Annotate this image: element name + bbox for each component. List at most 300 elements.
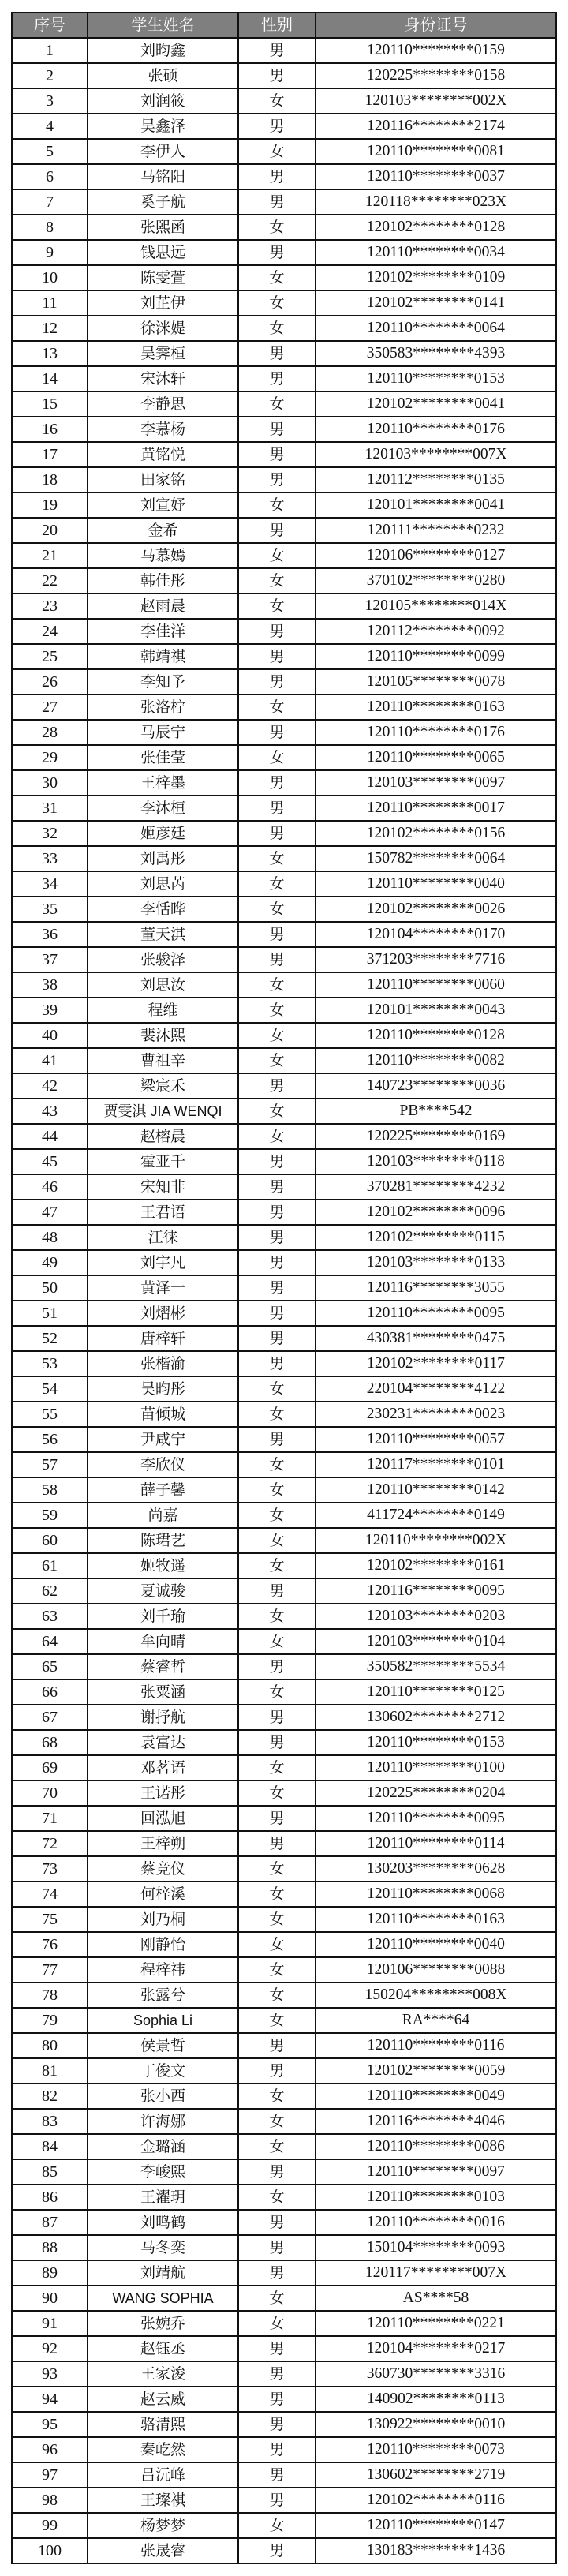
row-number-cell: 75 <box>13 1908 88 1933</box>
gender-cell: 男 <box>239 1731 316 1756</box>
row-number-cell: 36 <box>13 923 88 948</box>
student-name-cell: 王君语 <box>88 1200 239 1226</box>
row-number-cell: 4 <box>13 114 88 140</box>
table-row <box>13 897 557 923</box>
gender-cell: 男 <box>239 2438 316 2463</box>
student-name-cell: 张熙函 <box>88 215 239 241</box>
header-serial-number: 序号 <box>13 13 88 39</box>
gender-cell: 女 <box>239 266 316 291</box>
gender-cell: 男 <box>239 342 316 367</box>
gender-cell: 男 <box>239 948 316 973</box>
id-number-cell: 411724********0149 <box>316 1503 557 1529</box>
table-row <box>13 417 557 443</box>
gender-cell: 男 <box>239 923 316 948</box>
row-number-cell: 44 <box>13 1125 88 1150</box>
student-name-cell: 李沐桓 <box>88 796 239 822</box>
table-row <box>13 190 557 215</box>
table-row <box>13 1529 557 1554</box>
gender-cell: 女 <box>239 897 316 923</box>
id-number-cell: 120110********0163 <box>316 1908 557 1933</box>
gender-cell: 女 <box>239 1630 316 1655</box>
table-row <box>13 2488 557 2514</box>
student-name-cell: 王诺彤 <box>88 1781 239 1807</box>
id-number-cell: 120117********0101 <box>316 1453 557 1478</box>
student-name-cell: 赵榕晨 <box>88 1125 239 1150</box>
row-number-cell: 14 <box>13 367 88 392</box>
student-name-cell: 张佳莹 <box>88 746 239 771</box>
table-row <box>13 1579 557 1604</box>
student-name-cell: 王梓墨 <box>88 771 239 796</box>
id-number-cell: 120101********0041 <box>316 493 557 519</box>
gender-cell: 男 <box>239 1832 316 1857</box>
id-number-cell: 120110********0114 <box>316 1832 557 1857</box>
row-number-cell: 67 <box>13 1705 88 1731</box>
student-name-cell: 唐梓轩 <box>88 1327 239 1352</box>
table-row <box>13 1125 557 1150</box>
gender-cell: 男 <box>239 1807 316 1832</box>
id-number-cell: 120110********0016 <box>316 2211 557 2236</box>
student-name-cell: 薛子馨 <box>88 1478 239 1503</box>
row-number-cell: 91 <box>13 2312 88 2337</box>
student-name-cell: 江徕 <box>88 1226 239 1251</box>
id-number-cell: 370102********0280 <box>316 569 557 594</box>
gender-cell: 女 <box>239 392 316 417</box>
gender-cell: 女 <box>239 316 316 342</box>
row-number-cell: 46 <box>13 1175 88 1200</box>
table-row <box>13 822 557 847</box>
gender-cell: 男 <box>239 620 316 645</box>
row-number-cell: 5 <box>13 140 88 165</box>
student-name-cell: 董天淇 <box>88 923 239 948</box>
table-row <box>13 1352 557 1377</box>
row-number-cell: 88 <box>13 2236 88 2261</box>
table-row <box>13 519 557 544</box>
row-number-cell: 29 <box>13 746 88 771</box>
id-number-cell: 120103********0118 <box>316 1150 557 1175</box>
gender-cell: 女 <box>239 695 316 721</box>
table-row <box>13 443 557 468</box>
row-number-cell: 79 <box>13 2009 88 2034</box>
table-row <box>13 1175 557 1200</box>
student-name-cell: 张露兮 <box>88 1983 239 2009</box>
student-name-cell: 尹咸宁 <box>88 1428 239 1453</box>
table-row <box>13 1327 557 1352</box>
id-number-cell: AS****58 <box>316 2286 557 2312</box>
gender-cell: 男 <box>239 2211 316 2236</box>
row-number-cell: 77 <box>13 1958 88 1983</box>
row-number-cell: 74 <box>13 1882 88 1908</box>
row-number-cell: 27 <box>13 695 88 721</box>
row-number-cell: 3 <box>13 89 88 114</box>
student-name-cell: 张婉乔 <box>88 2312 239 2337</box>
row-number-cell: 72 <box>13 1832 88 1857</box>
row-number-cell: 50 <box>13 1276 88 1301</box>
student-name-cell: 尚嘉 <box>88 1503 239 1529</box>
gender-cell: 男 <box>239 2059 316 2084</box>
gender-cell: 男 <box>239 1175 316 1200</box>
id-number-cell: 120110********0065 <box>316 746 557 771</box>
table-row <box>13 468 557 493</box>
row-number-cell: 73 <box>13 1857 88 1882</box>
row-number-cell: 40 <box>13 1024 88 1049</box>
student-name-cell: 钱思远 <box>88 241 239 266</box>
table-row <box>13 1200 557 1226</box>
table-row <box>13 39 557 64</box>
gender-cell: 男 <box>239 1705 316 1731</box>
student-name-cell: 刘昀鑫 <box>88 39 239 64</box>
table-row <box>13 1251 557 1276</box>
id-number-cell: 120110********0057 <box>316 1428 557 1453</box>
row-number-cell: 23 <box>13 594 88 620</box>
row-number-cell: 66 <box>13 1680 88 1705</box>
gender-cell: 男 <box>239 2539 316 2564</box>
id-number-cell: 120110********0153 <box>316 367 557 392</box>
id-number-cell: 120116********0095 <box>316 1579 557 1604</box>
gender-cell: 男 <box>239 64 316 89</box>
gender-cell: 女 <box>239 1680 316 1705</box>
row-number-cell: 19 <box>13 493 88 519</box>
student-name-cell: 王梓朔 <box>88 1832 239 1857</box>
student-name-cell: 赵云威 <box>88 2387 239 2413</box>
table-row <box>13 923 557 948</box>
row-number-cell: 89 <box>13 2261 88 2286</box>
table-row <box>13 1933 557 1958</box>
id-number-cell: 120225********0204 <box>316 1781 557 1807</box>
table-row <box>13 1074 557 1099</box>
row-number-cell: 31 <box>13 796 88 822</box>
gender-cell: 男 <box>239 2160 316 2185</box>
id-number-cell: 120102********0128 <box>316 215 557 241</box>
table-row <box>13 620 557 645</box>
gender-cell: 男 <box>239 1352 316 1377</box>
student-name-cell: 王家浚 <box>88 2362 239 2387</box>
student-name-cell: 秦屹然 <box>88 2438 239 2463</box>
student-name-cell: 李峻熙 <box>88 2160 239 2185</box>
gender-cell: 女 <box>239 2312 316 2337</box>
table-row <box>13 2539 557 2564</box>
id-number-cell: 120103********0133 <box>316 1251 557 1276</box>
table-row <box>13 2135 557 2160</box>
student-name-cell: 王濯玥 <box>88 2185 239 2211</box>
gender-cell: 男 <box>239 190 316 215</box>
id-number-cell: 120110********0064 <box>316 316 557 342</box>
row-number-cell: 11 <box>13 291 88 316</box>
student-name-cell: 韩佳彤 <box>88 569 239 594</box>
table-row <box>13 1807 557 1832</box>
id-number-cell: 120102********0041 <box>316 392 557 417</box>
table-row <box>13 721 557 746</box>
student-name-cell: 刘禹彤 <box>88 847 239 872</box>
row-number-cell: 94 <box>13 2387 88 2413</box>
gender-cell: 男 <box>239 2236 316 2261</box>
row-number-cell: 86 <box>13 2185 88 2211</box>
id-number-cell: 370281********4232 <box>316 1175 557 1200</box>
student-roster-table <box>11 12 557 2564</box>
id-number-cell: 120110********0068 <box>316 1882 557 1908</box>
id-number-cell: 120102********0026 <box>316 897 557 923</box>
student-name-cell: 李知予 <box>88 670 239 695</box>
id-number-cell: RA****64 <box>316 2009 557 2034</box>
table-row <box>13 241 557 266</box>
id-number-cell: 130183********1436 <box>316 2539 557 2564</box>
gender-cell: 女 <box>239 569 316 594</box>
gender-cell: 男 <box>239 417 316 443</box>
student-name-cell: 裴沐熙 <box>88 1024 239 1049</box>
row-number-cell: 59 <box>13 1503 88 1529</box>
row-number-cell: 38 <box>13 973 88 998</box>
gender-cell: 男 <box>239 519 316 544</box>
gender-cell: 女 <box>239 1503 316 1529</box>
student-name-cell: 吴昀彤 <box>88 1377 239 1402</box>
row-number-cell: 65 <box>13 1655 88 1680</box>
id-number-cell: 120110********0040 <box>316 1933 557 1958</box>
table-row <box>13 2185 557 2211</box>
id-number-cell: 130602********2712 <box>316 1705 557 1731</box>
table-row <box>13 1983 557 2009</box>
gender-cell: 女 <box>239 1529 316 1554</box>
table-row <box>13 1478 557 1503</box>
table-row <box>13 316 557 342</box>
id-number-cell: 120110********0142 <box>316 1478 557 1503</box>
row-number-cell: 41 <box>13 1049 88 1074</box>
student-name-cell: 李慕杨 <box>88 417 239 443</box>
table-row <box>13 1958 557 1983</box>
table-row <box>13 1655 557 1680</box>
gender-cell: 男 <box>239 796 316 822</box>
row-number-cell: 37 <box>13 948 88 973</box>
student-name-cell: 李欣仪 <box>88 1453 239 1478</box>
row-number-cell: 83 <box>13 2110 88 2135</box>
student-name-cell: 张硕 <box>88 64 239 89</box>
gender-cell: 女 <box>239 746 316 771</box>
table-row <box>13 1226 557 1251</box>
id-number-cell: 350582********5534 <box>316 1655 557 1680</box>
gender-cell: 女 <box>239 2514 316 2539</box>
student-name-cell: 陈珺艺 <box>88 1529 239 1554</box>
table-row <box>13 1428 557 1453</box>
table-row <box>13 1781 557 1807</box>
table-row <box>13 695 557 721</box>
id-number-cell: 120110********0147 <box>316 2514 557 2539</box>
table-row <box>13 847 557 872</box>
table-row <box>13 1150 557 1175</box>
row-number-cell: 7 <box>13 190 88 215</box>
gender-cell: 男 <box>239 1251 316 1276</box>
student-name-cell: 刘思芮 <box>88 872 239 897</box>
student-name-cell: 宋沐轩 <box>88 367 239 392</box>
table-row <box>13 2236 557 2261</box>
id-number-cell: 120110********0221 <box>316 2312 557 2337</box>
id-number-cell: 230231********0023 <box>316 1402 557 1428</box>
student-name-cell: 刘宇凡 <box>88 1251 239 1276</box>
student-name-cell: 张洛柠 <box>88 695 239 721</box>
gender-cell: 女 <box>239 1125 316 1150</box>
row-number-cell: 63 <box>13 1604 88 1630</box>
id-number-cell: 120110********002X <box>316 1529 557 1554</box>
table-row <box>13 670 557 695</box>
id-number-cell: 120103********007X <box>316 443 557 468</box>
row-number-cell: 92 <box>13 2337 88 2362</box>
table-row <box>13 1049 557 1074</box>
table-header-row <box>13 13 557 39</box>
row-number-cell: 18 <box>13 468 88 493</box>
student-name-cell: 刘乃桐 <box>88 1908 239 1933</box>
table-row <box>13 215 557 241</box>
student-name-cell: 吴霁桓 <box>88 342 239 367</box>
gender-cell: 女 <box>239 291 316 316</box>
gender-cell: 女 <box>239 1024 316 1049</box>
gender-cell: 女 <box>239 1756 316 1781</box>
table-row <box>13 2463 557 2488</box>
row-number-cell: 95 <box>13 2413 88 2438</box>
student-name-cell: 徐洣媞 <box>88 316 239 342</box>
student-name-cell: 程维 <box>88 998 239 1024</box>
table-row <box>13 1099 557 1125</box>
row-number-cell: 80 <box>13 2034 88 2059</box>
id-number-cell: 120110********0037 <box>316 165 557 190</box>
gender-cell: 女 <box>239 594 316 620</box>
gender-cell: 男 <box>239 2463 316 2488</box>
header-gender: 性别 <box>239 13 316 39</box>
table-row <box>13 1705 557 1731</box>
student-name-cell: 张晟睿 <box>88 2539 239 2564</box>
row-number-cell: 21 <box>13 544 88 569</box>
gender-cell: 女 <box>239 1478 316 1503</box>
table-row <box>13 2084 557 2110</box>
student-name-cell: 李静思 <box>88 392 239 417</box>
student-name-cell: 黄泽一 <box>88 1276 239 1301</box>
gender-cell: 男 <box>239 165 316 190</box>
id-number-cell: 120117********007X <box>316 2261 557 2286</box>
gender-cell: 女 <box>239 544 316 569</box>
row-number-cell: 100 <box>13 2539 88 2564</box>
row-number-cell: 17 <box>13 443 88 468</box>
row-number-cell: 62 <box>13 1579 88 1604</box>
student-name-cell: WANG SOPHIA <box>88 2286 239 2312</box>
row-number-cell: 33 <box>13 847 88 872</box>
row-number-cell: 70 <box>13 1781 88 1807</box>
gender-cell: 女 <box>239 1402 316 1428</box>
id-number-cell: 120110********0125 <box>316 1680 557 1705</box>
gender-cell: 女 <box>239 1983 316 2009</box>
student-name-cell: Sophia Li <box>88 2009 239 2034</box>
gender-cell: 男 <box>239 1226 316 1251</box>
student-name-cell: 袁富达 <box>88 1731 239 1756</box>
id-number-cell: 120110********0082 <box>316 1049 557 1074</box>
student-name-cell: 何梓溪 <box>88 1882 239 1908</box>
id-number-cell: 120103********0203 <box>316 1604 557 1630</box>
gender-cell: 男 <box>239 2387 316 2413</box>
gender-cell: 女 <box>239 973 316 998</box>
id-number-cell: 120102********0115 <box>316 1226 557 1251</box>
gender-cell: 女 <box>239 1908 316 1933</box>
gender-cell: 男 <box>239 241 316 266</box>
student-name-cell: 丁俊文 <box>88 2059 239 2084</box>
id-number-cell: 120105********0078 <box>316 670 557 695</box>
id-number-cell: 120105********014X <box>316 594 557 620</box>
row-number-cell: 39 <box>13 998 88 1024</box>
table-row <box>13 594 557 620</box>
row-number-cell: 78 <box>13 1983 88 2009</box>
id-number-cell: 120118********023X <box>316 190 557 215</box>
student-name-cell: 奚子航 <box>88 190 239 215</box>
gender-cell: 男 <box>239 2488 316 2514</box>
gender-cell: 男 <box>239 1428 316 1453</box>
table-row <box>13 998 557 1024</box>
table-row <box>13 645 557 670</box>
row-number-cell: 32 <box>13 822 88 847</box>
id-number-cell: 120112********0092 <box>316 620 557 645</box>
table-row <box>13 973 557 998</box>
table-row <box>13 2034 557 2059</box>
id-number-cell: 120102********0096 <box>316 1200 557 1226</box>
gender-cell: 男 <box>239 2337 316 2362</box>
id-number-cell: 120103********0097 <box>316 771 557 796</box>
table-row <box>13 2362 557 2387</box>
id-number-cell: 140723********0036 <box>316 1074 557 1099</box>
gender-cell: 女 <box>239 1958 316 1983</box>
student-name-cell: 苗倾城 <box>88 1402 239 1428</box>
row-number-cell: 52 <box>13 1327 88 1352</box>
gender-cell: 男 <box>239 39 316 64</box>
id-number-cell: 120116********4046 <box>316 2110 557 2135</box>
id-number-cell: 130203********0628 <box>316 1857 557 1882</box>
student-name-cell: 张楷渝 <box>88 1352 239 1377</box>
student-name-cell: 张骏泽 <box>88 948 239 973</box>
table-row <box>13 64 557 89</box>
student-name-cell: 牟向晴 <box>88 1630 239 1655</box>
student-name-cell: 宋知非 <box>88 1175 239 1200</box>
row-number-cell: 98 <box>13 2488 88 2514</box>
table-row <box>13 2312 557 2337</box>
table-row <box>13 493 557 519</box>
row-number-cell: 43 <box>13 1099 88 1125</box>
id-number-cell: 120110********0034 <box>316 241 557 266</box>
gender-cell: 男 <box>239 114 316 140</box>
id-number-cell: 130922********0010 <box>316 2413 557 2438</box>
student-name-cell: 霍亚千 <box>88 1150 239 1175</box>
row-number-cell: 96 <box>13 2438 88 2463</box>
row-number-cell: 99 <box>13 2514 88 2539</box>
row-number-cell: 55 <box>13 1402 88 1428</box>
gender-cell: 女 <box>239 2084 316 2110</box>
gender-cell: 男 <box>239 1301 316 1327</box>
id-number-cell: 120112********0135 <box>316 468 557 493</box>
id-number-cell: 120103********0104 <box>316 1630 557 1655</box>
gender-cell: 女 <box>239 1857 316 1882</box>
student-name-cell: 刘思汝 <box>88 973 239 998</box>
gender-cell: 女 <box>239 2009 316 2034</box>
row-number-cell: 8 <box>13 215 88 241</box>
student-name-cell: 曹祖辛 <box>88 1049 239 1074</box>
row-number-cell: 6 <box>13 165 88 190</box>
student-name-cell: 赵钰丞 <box>88 2337 239 2362</box>
row-number-cell: 56 <box>13 1428 88 1453</box>
gender-cell: 女 <box>239 140 316 165</box>
student-name-cell: 赵雨晨 <box>88 594 239 620</box>
gender-cell: 女 <box>239 1554 316 1579</box>
row-number-cell: 20 <box>13 519 88 544</box>
id-number-cell: 120102********0156 <box>316 822 557 847</box>
row-number-cell: 24 <box>13 620 88 645</box>
gender-cell: 女 <box>239 1604 316 1630</box>
gender-cell: 女 <box>239 493 316 519</box>
table-row <box>13 1857 557 1882</box>
gender-cell: 男 <box>239 2034 316 2059</box>
table-row <box>13 2286 557 2312</box>
student-name-cell: 夏诚骏 <box>88 1579 239 1604</box>
id-number-cell: 150104********0093 <box>316 2236 557 2261</box>
